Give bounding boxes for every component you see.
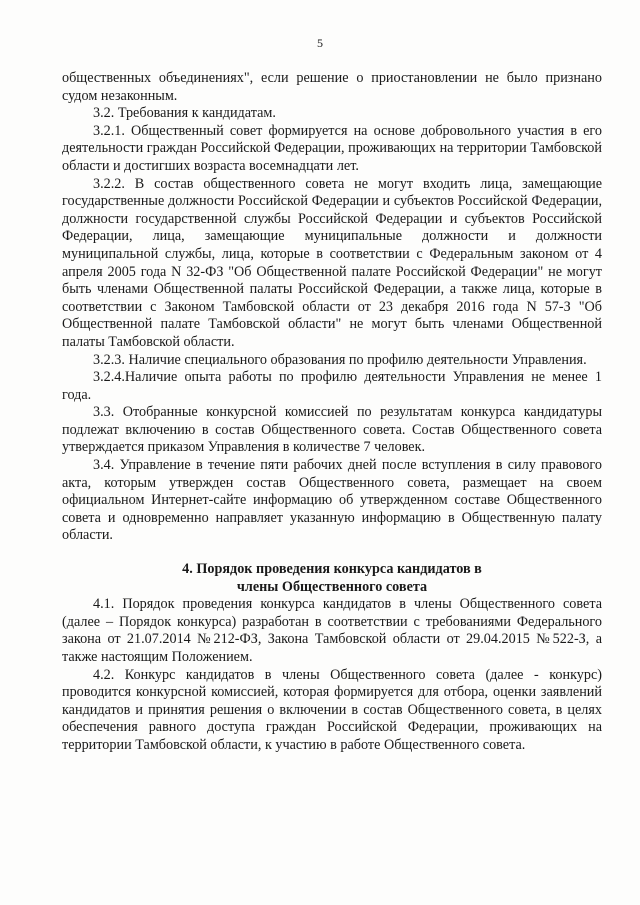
document-body xyxy=(62,70,602,755)
paragraph-3-2-1: 3.2.1. Общественный совет формируется на основе добровольного участия в его деятельности граждан Российской Федерации, проживающих на территории Тамбовской области и достигших возраста восемнадцати лет. xyxy=(62,122,602,174)
section-4-heading-line-2: члены Общественного совета xyxy=(236,578,428,595)
paragraph-3-2-4: 3.2.4.Наличие опыта работы по профилю деятельности Управления не менее 1 года. xyxy=(62,369,602,403)
paragraph-4-2: 4.2. Конкурс кандидатов в члены Общественного совета (далее - конкурс) проводится конкурсной комиссией, которая формируется для отбора, оценки заявлений кандидатов и принятия решения о включении в состав Общественного совета, в целях обеспечения равного доступа граждан Российской Федерации, проживающих на территории Тамбовской области, к участию в работе Общественного совета. xyxy=(62,666,602,753)
page-number: 5 xyxy=(317,36,323,50)
section-4-heading xyxy=(62,561,602,596)
paragraph-3-4: 3.4. Управление в течение пяти рабочих дней после вступления в силу правового акта, которым утвержден состав Общественного совета, размещает на своем официальном Интернет-сайте информацию об утвержденном составе Общественного совета и одновременно направляет указанную информацию в Общественную палату области. xyxy=(62,457,602,544)
paragraph-4-1: 4.1. Порядок проведения конкурса кандидатов в члены Общественного совета (далее – Порядок конкурса) разработан в соответствии с требованиями Федерального закона от 21.07.2014 №212-ФЗ, Закона Тамбовской области от 29.04.2015 №522-З, а также настоящим Положением. xyxy=(62,596,602,665)
paragraph-3-2-2: 3.2.2. В состав общественного совета не могут входить лица, замещающие государственные должности Российской Федерации и субъектов Российской Федерации, должности государственной службы Российской Федерации и субъектов Российской Федерации, лица, замещающие муниципальные должности и должности муниципальной службы, лица, которые в соответствии с Федеральным законом от 4 апреля 2005 года N 32-ФЗ "Об Общественной палате Российской Федерации" не могут быть членами Общественной палаты Российской Федерации, а также лица, которые в соответствии с Законом Тамбовской области от 23 декабря 2016 года N 57-З "Об Общественной палате Тамбовской области" не могут быть членами Общественной палаты Тамбовской области. xyxy=(62,175,602,350)
paragraph-3-2: 3.2. Требования к кандидатам. xyxy=(93,105,276,122)
paragraph-3-2-3: 3.2.3. Наличие специального образования по профилю деятельности Управления. xyxy=(93,351,587,368)
paragraph-continuation: общественных объединениях", если решение о приостановлении не было признано судом незаконным. xyxy=(62,70,602,104)
section-4-heading-line-1: 4. Порядок проведения конкурса кандидатов в xyxy=(182,561,482,578)
paragraph-3-3: 3.3. Отобранные конкурсной комиссией по результатам конкурса кандидатуры подлежат включению в состав Общественного совета. Состав Общественного совета утверждается приказом Управления в количестве 7 человек. xyxy=(62,404,602,456)
